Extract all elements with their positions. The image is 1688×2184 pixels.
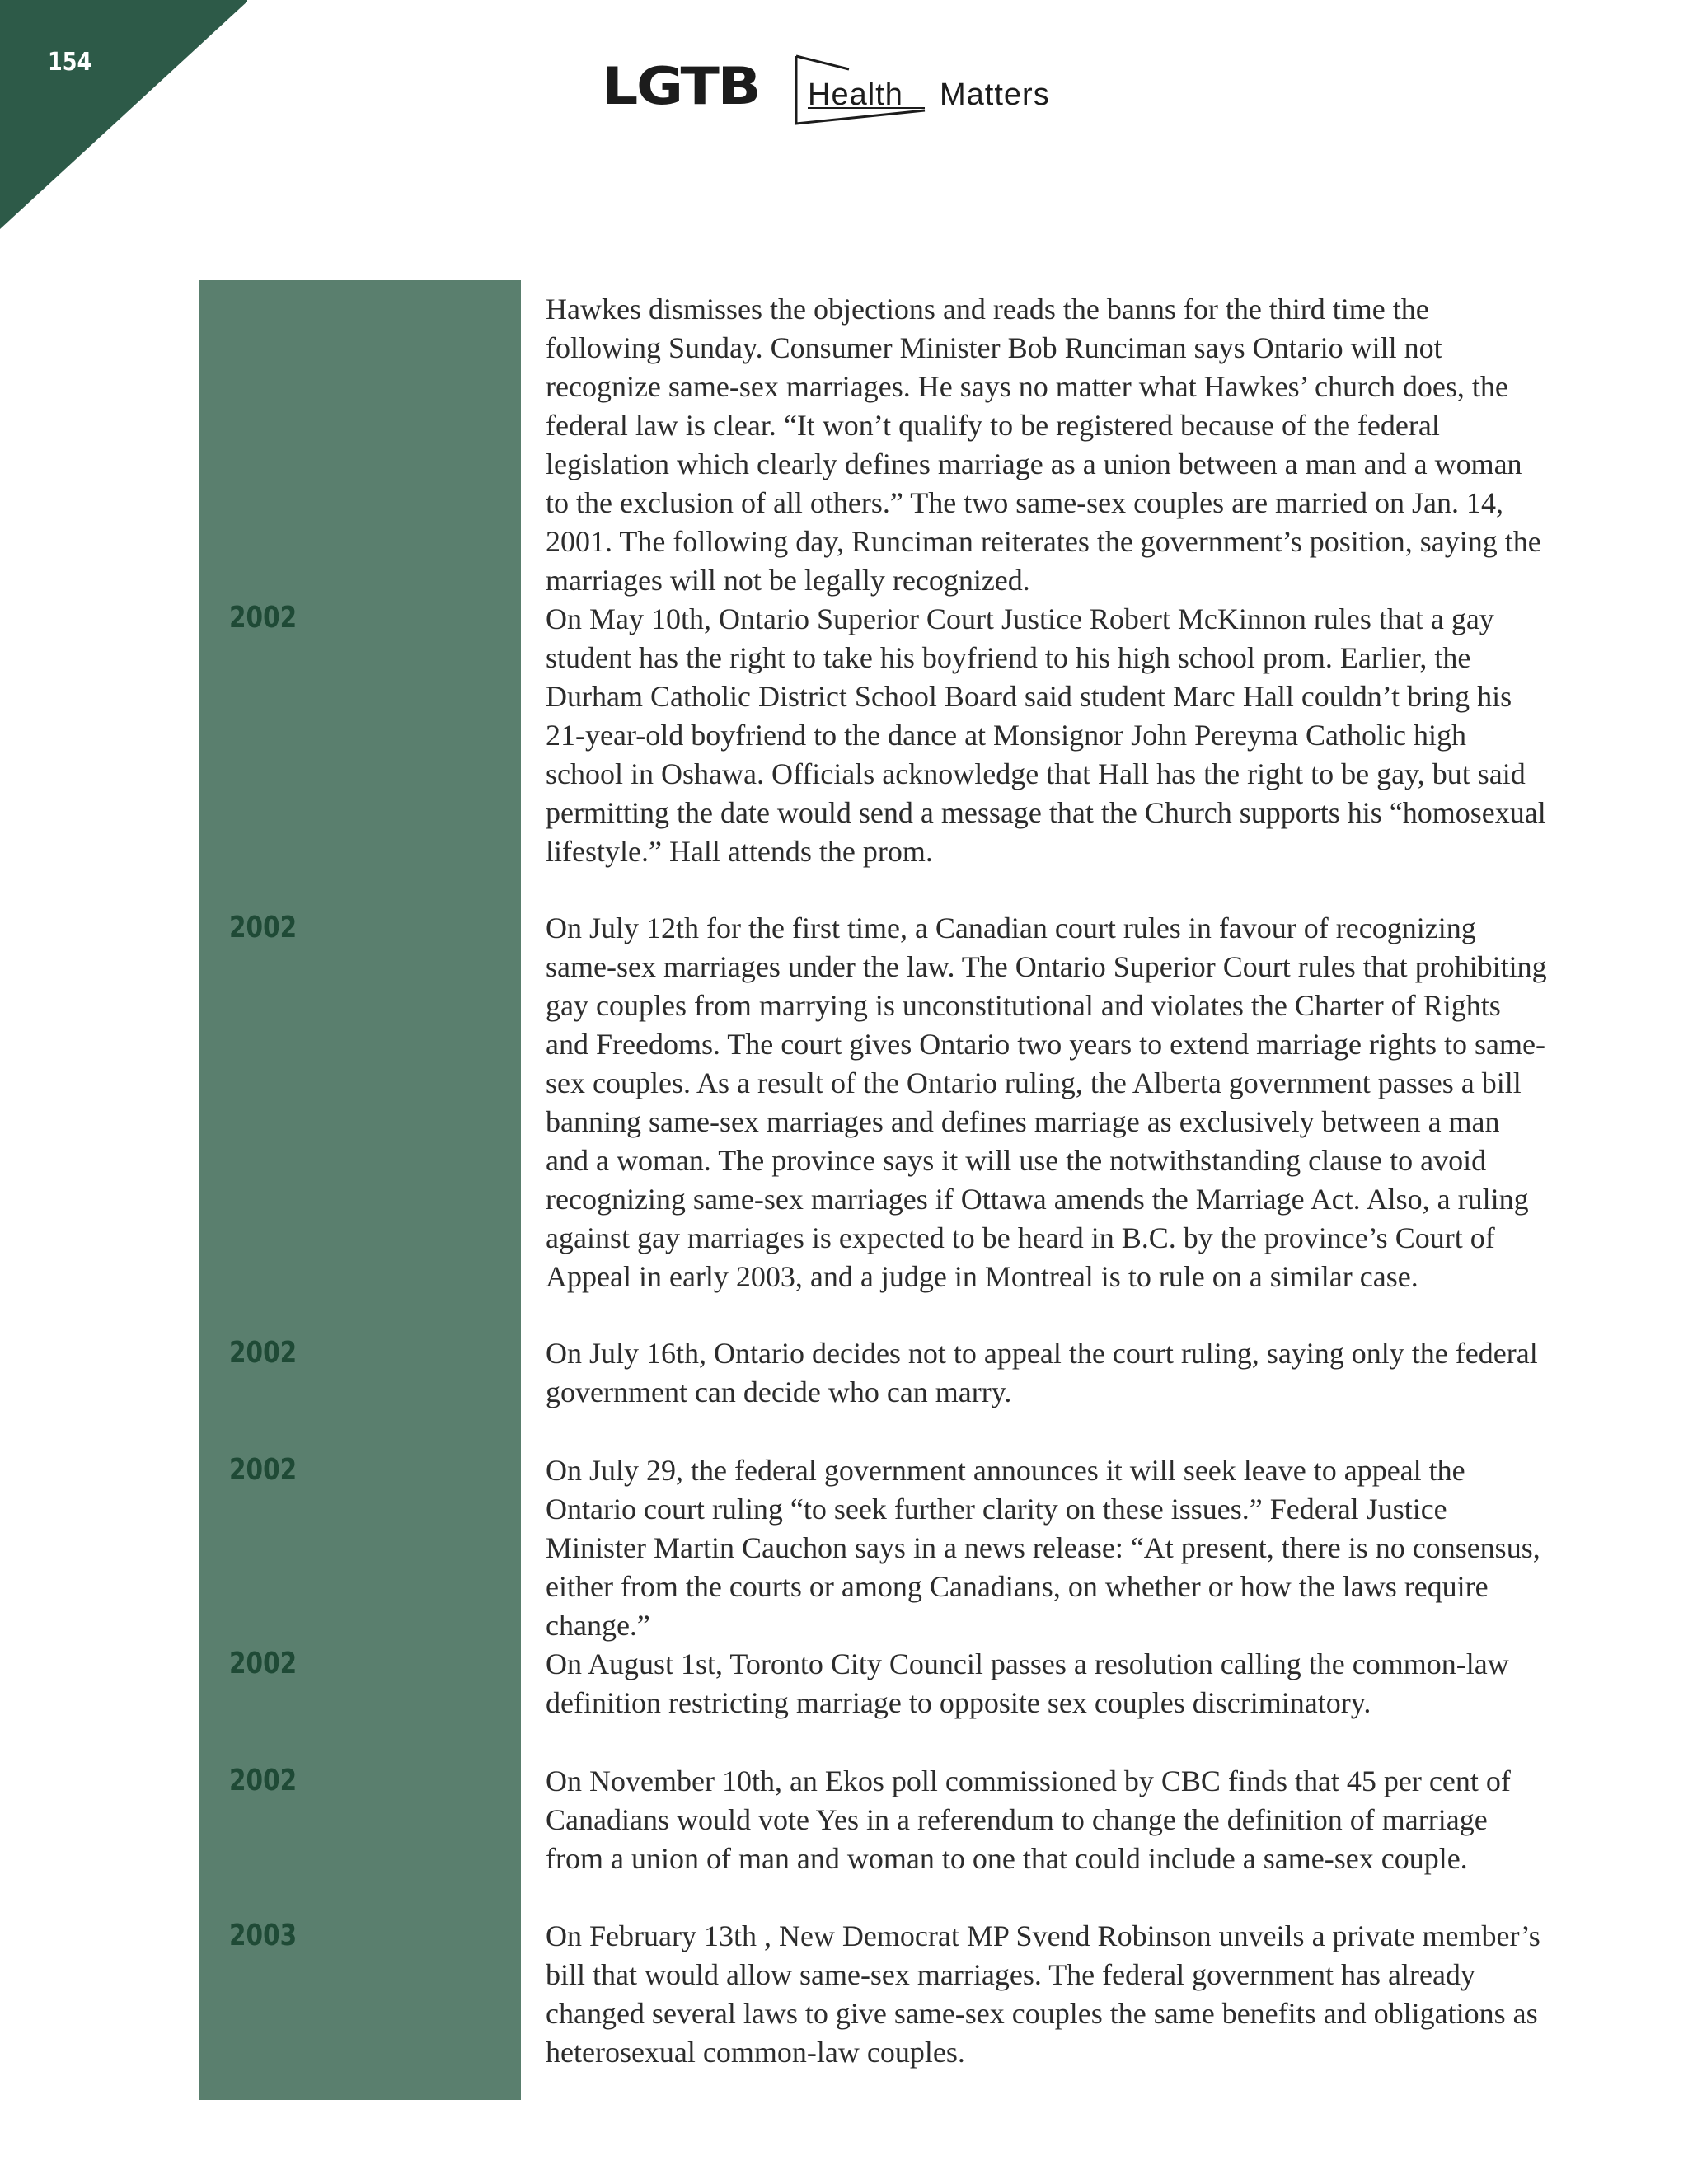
timeline-entry-text: On July 16th, Ontario decides not to appeal the court ruling, saying only the federal government can decide who can marry. [546, 1337, 1538, 1408]
timeline-entry-text: On February 13th , New Democrat MP Svend Robinson unveils a private member’s bill that would allow same-sex marriages. The federal government has already changed several laws to give same-sex couples the same benefits and obligations as heterosexual common-law couples. [546, 1919, 1540, 2069]
timeline-intro-text: Hawkes dismisses the objections and reads the banns for the third time the following Sunday. Consumer Minister Bob Runciman says Ontario will not recognize same-sex marriages. He says no matter what Hawkes’ church does, the federal law is clear. “It won’t qualify to be registered because of the federal legislation which clearly defines marriage as a union between a man and a woman to the exclusion of all others.” The two same-sex couples are married on Jan. 14, 2001. The following day, Runciman reiterates the government’s position, saying the marriages will not be legally recognized. [546, 293, 1541, 597]
timeline-year: 2002 [229, 911, 298, 944]
timeline-entry-text: On August 1st, Toronto City Council passes a resolution calling the common-law definition restricting marriage to opposite sex couples discriminatory. [546, 1647, 1509, 1719]
publication-logo [602, 51, 1129, 130]
logo-mark: LGTB [602, 56, 760, 116]
page-number: 154 [48, 48, 92, 77]
timeline-entry-text: On July 29, the federal government announces it will seek leave to appeal the Ontario court ruling “to seek further clarity on these issues.” Federal Justice Minister Martin Cauchon says in a news release: “At present, there is no consensus, either from the courts or among Canadians, on whether or how the laws require change.” [546, 1454, 1540, 1642]
timeline-entry-text: On November 10th, an Ekos poll commissioned by CBC finds that 45 per cent of Canadians would vote Yes in a referendum to change the definition of marriage from a union of man and woman to one that could include a same-sex couple. [546, 1765, 1511, 1875]
timeline-year: 2002 [229, 1336, 298, 1370]
logo-health-text: Health [808, 77, 903, 112]
logo-matters-text: Matters [940, 77, 1050, 112]
timeline-year: 2002 [229, 1764, 298, 1797]
timeline-entry-text: On May 10th, Ontario Superior Court Justice Robert McKinnon rules that a gay student has the right to take his boyfriend to his high school prom. Earlier, the Durham Catholic District School Board said student Marc Hall couldn’t bring his 21-year-old boyfriend to the dance at Monsignor John Pereyma Catholic high school in Oshawa. Officials acknowledge that Hall has the right to be gay, but said permitting the date would send a message that the Church supports his “homosexual lifestyle.” Hall attends the prom. [546, 602, 1546, 868]
timeline-sidebar [199, 280, 521, 2100]
timeline-year: 2002 [229, 1453, 298, 1487]
timeline-year: 2002 [229, 1647, 298, 1680]
timeline-year: 2003 [229, 1919, 298, 1952]
corner-triangle [0, 0, 247, 231]
timeline-entry-text: On July 12th for the first time, a Canadian court rules in favour of recognizing same-sex marriages under the law. The Ontario Superior Court rules that prohibiting gay couples from marrying is unconstitutional and violates the Charter of Rights and Freedoms. The court gives Ontario two years to extend marriage rights to same-sex couples. As a result of the Ontario ruling, the Alberta government passes a bill banning same-sex marriages and defines marriage as exclusively between a man and a woman. The province says it will use the notwithstanding clause to avoid recognizing same-sex marriages if Ottawa amends the Marriage Act. Also, a ruling against gay marriages is expected to be heard in B.C. by the province’s Court of Appeal in early 2003, and a judge in Montreal is to rule on a similar case. [546, 912, 1547, 1293]
timeline-year: 2002 [229, 601, 298, 635]
